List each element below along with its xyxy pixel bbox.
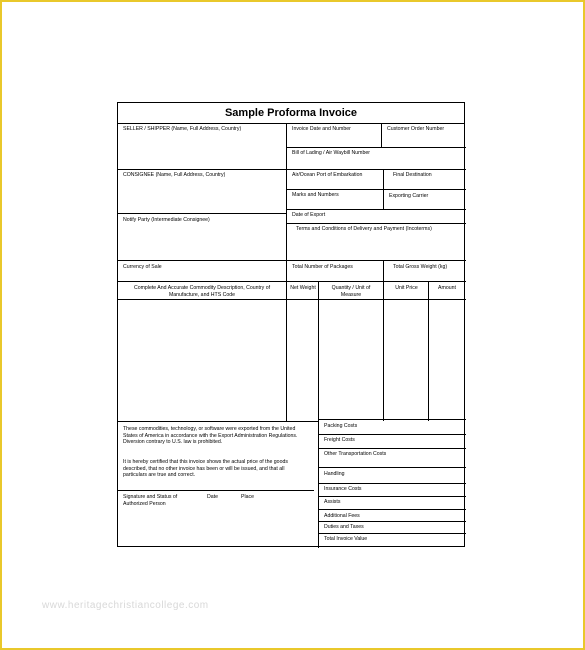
customer-order-field-label[interactable]: Customer Order Number	[387, 126, 445, 132]
watermark-text: www.heritagechristiancollege.com	[42, 600, 209, 611]
final-destination-field-label[interactable]: Final Destination	[393, 172, 432, 178]
additional-fees-label[interactable]: Additional Fees	[324, 513, 360, 519]
export-declaration-text: These commodities, technology, or software were exported from the United States of America in accordance with the Export Administration Regulations. Diversion contrary to U.S. law is prohibited.	[123, 426, 298, 445]
marks-numbers-field-label[interactable]: Marks and Numbers	[292, 192, 339, 198]
consignee-field-label[interactable]: CONSIGNEE (Name, Full Address, Country)	[123, 172, 226, 178]
assists-label[interactable]: Assists	[324, 499, 341, 505]
freight-costs-label[interactable]: Freight Costs	[324, 437, 355, 443]
total-gross-weight-field-label[interactable]: Total Gross Weight (kg)	[393, 264, 448, 270]
amount-column-header: Amount	[438, 285, 456, 291]
duties-taxes-label[interactable]: Duties and Taxes	[324, 524, 364, 530]
packing-costs-label[interactable]: Packing Costs	[324, 423, 358, 429]
date-of-export-field-label[interactable]: Date of Export	[292, 212, 326, 218]
signature-place-label[interactable]: Place	[241, 494, 254, 500]
description-column-header: Complete And Accurate Commodity Description, Country of Manufacture, and HTS Code	[133, 285, 271, 298]
insurance-costs-label[interactable]: Insurance Costs	[324, 486, 362, 492]
form-title: Sample Proforma Invoice	[118, 103, 464, 124]
currency-field-label[interactable]: Currency of Sale	[123, 264, 162, 270]
total-invoice-value-label[interactable]: Total Invoice Value	[324, 536, 368, 542]
quantity-column-header: Quantity / Unit of Measure	[331, 285, 371, 298]
terms-field-label[interactable]: Terms and Conditions of Delivery and Payment (Incoterms)	[296, 226, 432, 232]
seller-field-label[interactable]: SELLER / SHIPPER (Name, Full Address, Country)	[123, 126, 242, 132]
signature-field-label[interactable]: Signature and Status of Authorized Person	[123, 494, 178, 507]
page	[2, 2, 583, 648]
unit-price-column-header: Unit Price	[395, 285, 418, 291]
net-weight-column-header: Net Weight	[290, 285, 316, 291]
total-packages-field-label[interactable]: Total Number of Packages	[292, 264, 353, 270]
notify-party-field-label[interactable]: Notify Party (Intermediate Consignee)	[123, 217, 210, 223]
port-embarkation-field-label[interactable]: Air/Ocean Port of Embarkation	[292, 172, 363, 178]
other-transportation-costs-label[interactable]: Other Transportation Costs	[324, 451, 387, 457]
bill-of-lading-field-label[interactable]: Bill of Lading / Air Waybill Number	[292, 150, 370, 156]
invoice-date-field-label[interactable]: Invoice Date and Number	[292, 126, 351, 132]
signature-date-label[interactable]: Date	[207, 494, 218, 500]
handling-label[interactable]: Handling	[324, 471, 345, 477]
proforma-invoice-form	[117, 102, 465, 547]
certification-text: It is hereby certified that this invoice shows the actual price of the goods described, that no other invoice has been or will be issued, and that all particulars are true and correct.	[123, 459, 288, 478]
exporting-carrier-field-label[interactable]: Exporting Carrier	[389, 193, 429, 199]
